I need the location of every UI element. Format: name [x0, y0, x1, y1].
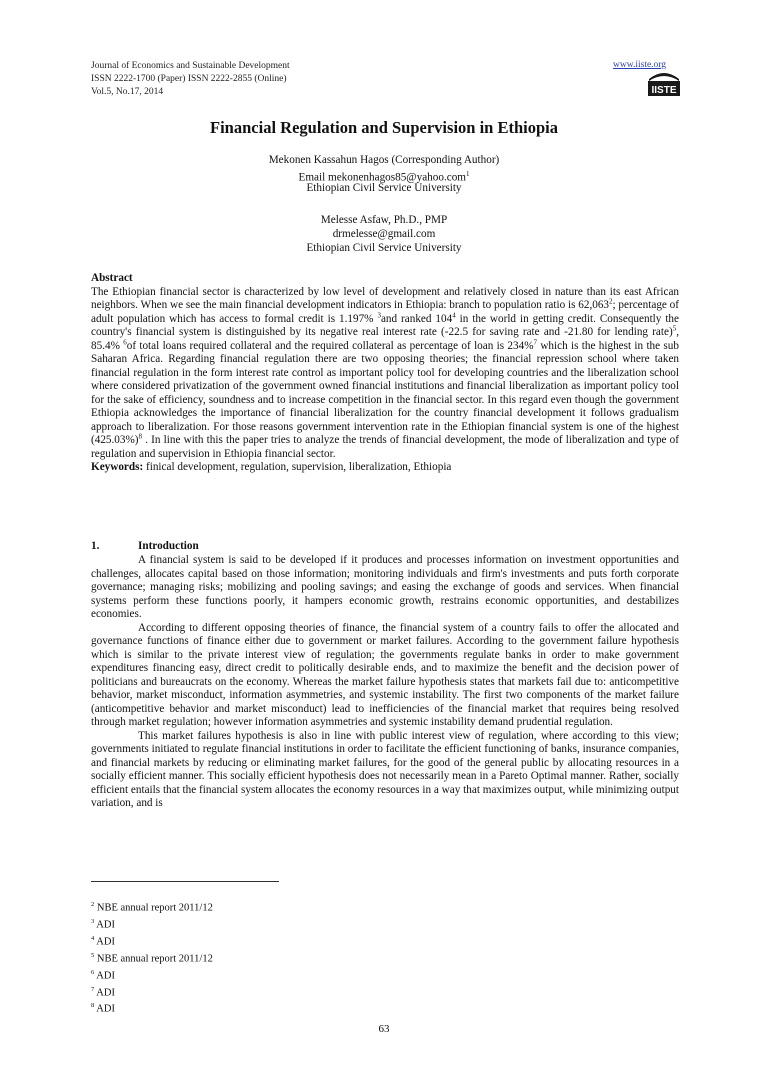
author-2-email: drmelesse@gmail.com — [332, 228, 436, 240]
issn-line: ISSN 2222-1700 (Paper) ISSN 2222-2855 (Online) — [91, 74, 287, 84]
logo-lettering: IISTE — [651, 85, 677, 96]
paragraph-2: According to different opposing theories of finance, the financial system of a country fails to offer the allocated and governance functions of finance either due to government or market failures. According to the government failure hypothesis which is similar to the private interest view of regulation; the governments regulate banks in order to make government expenditures financing easy, direct credit to politically desirable ends, and to maximize the benefit and the decision power of politicians and bureaucrats on the economy. Whereas the market failure hypothesis states that markets fail due to: anticompetitive behavior, market misconduct, information asymmetries, and systemic instability. The first two components of the market failure (anticompetitive behavior and market misconduct) lead to inefficiencies of the financial market that requires being resolved through market regulation; however information asymmetries and systemic instability demand prudential regulation. — [91, 621, 679, 728]
introduction-body — [91, 554, 679, 811]
paper-title: Financial Regulation and Supervision in Ethiopia — [210, 118, 558, 137]
author-2-name: Melesse Asfaw, Ph.D., PMP — [320, 214, 448, 226]
journal-url-link[interactable]: www.iiste.org — [613, 60, 667, 70]
volume-line: Vol.5, No.17, 2014 — [91, 87, 164, 97]
footnote: $^5$ NBE annual report 2011/12 — [91, 951, 213, 965]
paragraph-3: This market failures hypothesis is also in line with public interest view of regulation, where according to this view; governments initiated to regulate financial institutions in order to facilitate the efficient functioning of banks, insurance companies, and financial markets by reducing or eliminating market failures, for the good of the general public by allocating resources in a socially efficient manner. This socially efficient hypothesis does not necessarily mean in a Pareto Optimal manner. Rather, socially efficient entails that the financial system allocates the economy resources in a way that maximizes output, while minimizing output variation, and is — [91, 729, 679, 809]
footnote: $^8$ ADI — [91, 1002, 115, 1015]
author-1-email: Email mekonenhagos85@yahoo.com$^1$ — [298, 170, 470, 184]
footnote-separator — [91, 881, 279, 882]
page-number: 63 — [378, 1023, 390, 1035]
abstract-heading: Abstract — [91, 272, 133, 284]
footnote: $^7$ ADI — [91, 985, 115, 999]
abstract-text: The Ethiopian financial sector is characterized by low level of development and relatively closed in nature than its east African neighbors. When we see the main financial development indicators in Ethiopia: branch to population ratio is 62,063$^2$; percentage of adult population which has access to formal credit is 1.197% $^3$and ranked $104^4$ in the world in getting credit. Consequently the country's financial system is distinguished by its negative real interest rate (-22.5 for saving rate and -21.80 for lending rate)$^5$, 85.4% $^6$of total loans required collateral and the required collateral as percentage of loan is 234%$^7$ which is the highest in the sub Saharan Africa. Regarding financial regulation there are two opposing theories; the financial repression school where taken financial regulation in the form interest rate control as important policy tool for developing countries and the liberalization school where considered privatization of the government owned financial institutions and financial liberalization as important policy tool for the sake of efficiency, soundness and to increase competition in the financial sector. In this regard even though the government Ethiopia acknowledges the importance of financial liberalization for the country financial development it follows gradualism approach to liberalization. For those reasons government intervention rate in the Ethiopian financial system is one of the highest $(425.03\%)^8$ . In line with this the paper tries to analyze the trends of financial development, the mode of liberalization and type of regulation and supervision in Ethiopia financial sector. — [91, 285, 679, 460]
section-number: 1. — [91, 540, 100, 552]
author-2-affiliation: Ethiopian Civil Service University — [306, 242, 462, 254]
footnote: $^2$ NBE annual report 2011/12 — [91, 901, 213, 914]
footnote-ref: 1 — [466, 170, 470, 178]
footnote: $^3$ ADI — [91, 917, 115, 931]
abstract-block — [91, 272, 679, 475]
footnotes — [91, 898, 213, 1016]
journal-name: Journal of Economics and Sustainable Development — [91, 61, 290, 71]
author-1-affiliation: Ethiopian Civil Service University — [306, 182, 462, 194]
keywords-label: Keywords: — [91, 461, 144, 473]
keywords-line: Keywords: finical development, regulation, supervision, liberalization, Ethiopia — [91, 461, 452, 473]
section-title: Introduction — [138, 540, 199, 552]
paragraph-1: A financial system is said to be developed if it produces and processes information on investment opportunities and challenges, allocates capital based on those information; monitoring individuals and firm's investments and puts forth corporate governance; managing risks; mobilizing and pooling savings; and easing the exchange of goods and services. When financial systems perform these functions poorly, it hampers economic growth, restrains economic opportunities, and destabilizes economies. — [91, 554, 679, 620]
footnote: $^4$ ADI — [91, 934, 115, 948]
author-1-name: Mekonen Kassahun Hagos (Corresponding Author) — [268, 154, 500, 166]
footnote: $^6$ ADI — [91, 968, 115, 982]
iiste-logo — [648, 70, 680, 96]
